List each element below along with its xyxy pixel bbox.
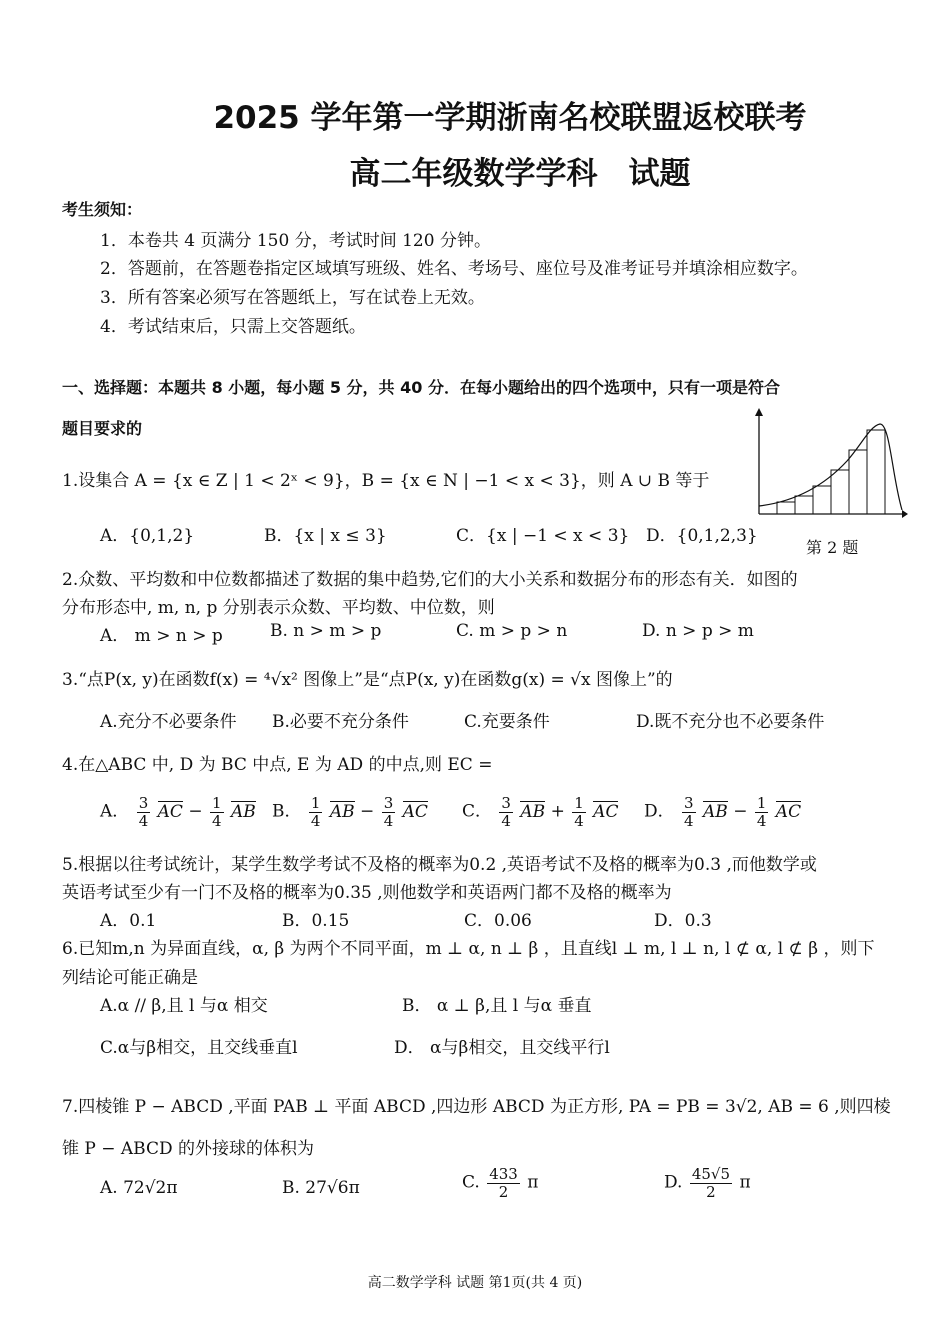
option-label: D．	[644, 801, 675, 822]
q7-option-d	[664, 1166, 751, 1200]
option-label: B．	[272, 801, 302, 822]
q1-option-a: A．{0,1,2}	[100, 526, 195, 546]
denominator: 4	[310, 811, 321, 830]
q7-option-c	[462, 1166, 538, 1200]
figure-caption: 第 2 题	[806, 538, 859, 557]
q7-option-a: A. 72√2π	[100, 1178, 178, 1198]
q2-option-c: C. m > p > n	[456, 621, 568, 641]
q2-option-b: B. n > m > p	[270, 621, 382, 641]
q6-option-c: C.α与β相交，且交线垂直l	[100, 1038, 298, 1058]
vector: AC	[402, 801, 428, 822]
vector: AB	[703, 801, 728, 822]
numerator: 3	[501, 794, 511, 812]
q3-option-c: C.充要条件	[464, 712, 550, 732]
q5-option-b: B．0.15	[282, 911, 350, 931]
q1-option-b: B．{x | x ≤ 3}	[264, 526, 387, 546]
q4-stem: 4.在△ABC 中, D 为 BC 中点, E 为 AD 的中点,则 EC =	[62, 755, 493, 775]
option-label: A．	[100, 801, 130, 822]
coefficient	[499, 795, 513, 829]
pi-symbol: π	[739, 1172, 751, 1193]
notice-item: 3．所有答案必须写在答题纸上，写在试卷上无效。	[100, 288, 485, 308]
denominator: 4	[383, 811, 394, 830]
operator: −	[188, 801, 203, 822]
numerator: 433	[489, 1165, 518, 1183]
vector: AC	[157, 801, 183, 822]
operator: +	[550, 801, 565, 822]
q5-stem: 5.根据以往考试统计，某学生数学考试不及格的概率为0.2 ,英语考试不及格的概率为0.3 ,而他数学或	[62, 855, 817, 875]
q5-option-c: C．0.06	[464, 911, 532, 931]
q5-stem-cont: 英语考试至少有一门不及格的概率为0.35 ,则他数学和英语两门都不及格的概率为	[62, 883, 672, 903]
numerator: 1	[310, 794, 321, 812]
q3-option-b: B.必要不充分条件	[272, 712, 409, 732]
q6-stem-cont: 列结论可能正确是	[62, 968, 198, 988]
q2-stem-cont: 分布形态中, m, n, p 分别表示众数、平均数、中位数，则	[62, 598, 495, 618]
notice-item: 2．答题前，在答题卷指定区域填写班级、姓名、考场号、座位号及准考证号并填涂相应数字。	[100, 259, 808, 279]
q7-stem: 7.四棱锥 P − ABCD ,平面 PAB ⊥ 平面 ABCD ,四边形 ABCD 为正方形, PA = PB = 3√2, AB = 6 ,则四棱	[62, 1097, 891, 1117]
exam-title: 2025 学年第一学期浙南名校联盟返校联考	[213, 100, 807, 136]
q2-option-a: A． m > n > p	[100, 626, 223, 646]
q6-option-d: D． α与β相交，且交线平行l	[394, 1038, 610, 1058]
numerator: 1	[756, 794, 767, 812]
section1-heading-cont: 题目要求的	[62, 419, 143, 438]
coefficient	[309, 795, 323, 829]
denominator: 2	[706, 1182, 716, 1201]
denominator: 2	[498, 1182, 509, 1201]
vector: AB	[230, 801, 256, 822]
vector: AB	[329, 801, 355, 822]
section1-heading: 一、选择题：本题共 8 小题，每小题 5 分，共 40 分．在每小题给出的四个选项中，只有一项是符合	[62, 378, 780, 397]
vector: AC	[775, 801, 802, 822]
option-label: C．	[462, 801, 493, 822]
numerator: 3	[684, 794, 694, 812]
operator: −	[360, 801, 375, 822]
q1-option-c: C．{x | −1 < x < 3}	[456, 526, 630, 546]
q5-option-d: D．0.3	[654, 911, 712, 931]
q7-stem-cont: 锥 P − ABCD 的外接球的体积为	[62, 1139, 315, 1159]
q3-option-d: D.既不充分也不必要条件	[636, 712, 825, 732]
denominator: 4	[138, 811, 149, 830]
denominator: 4	[684, 811, 694, 830]
q6-option-a: A.α // β,且 l 与α 相交	[100, 996, 268, 1016]
q7-option-b: B. 27√6π	[282, 1178, 360, 1198]
fraction	[487, 1166, 520, 1200]
q4-option-a	[100, 795, 256, 829]
notice-item: 1．本卷共 4 页满分 150 分，考试时间 120 分钟。	[100, 231, 491, 251]
vector: AB	[520, 801, 546, 822]
q1-option-d: D．{0,1,2,3}	[646, 526, 758, 546]
q5-option-a: A．0.1	[100, 911, 157, 931]
q3-option-a: A.充分不必要条件	[100, 712, 237, 732]
coefficient	[682, 795, 696, 829]
q6-option-b: B． α ⊥ β,且 l 与α 垂直	[402, 996, 592, 1016]
q4-option-c	[462, 795, 618, 829]
q4-option-d	[644, 795, 801, 829]
coefficient	[382, 795, 396, 829]
operator: −	[733, 801, 748, 822]
denominator: 4	[756, 811, 767, 830]
option-label: D.	[664, 1172, 683, 1193]
pi-symbol: π	[527, 1172, 539, 1193]
exam-subtitle: 高二年级数学学科 试题	[349, 156, 691, 192]
q3-stem: 3.“点P(x, y)在函数f(x) = ⁴√x² 图像上”是“点P(x, y)在函数g(x) = √x 图像上”的	[62, 670, 673, 690]
q4-option-b	[272, 795, 428, 829]
page-footer: 高二数学学科 试题 第1页(共 4 页)	[367, 1275, 583, 1291]
numerator: 3	[138, 794, 149, 812]
coefficient	[137, 795, 151, 829]
coefficient	[755, 795, 769, 829]
notice-item: 4．考试结束后，只需上交答题纸。	[100, 317, 366, 337]
q2-option-d: D. n > p > m	[642, 621, 754, 641]
numerator: 1	[574, 794, 584, 812]
q6-stem: 6.已知m,n 为异面直线，α, β 为两个不同平面，m ⊥ α, n ⊥ β ，且直线l ⊥ m, l ⊥ n, l ⊄ α, l ⊄ β ，则下	[62, 939, 875, 959]
vector: AC	[593, 801, 619, 822]
option-label: C.	[462, 1172, 480, 1193]
denominator: 4	[501, 811, 511, 830]
fraction	[690, 1166, 732, 1200]
q1-stem: 1.设集合 A = {x ∈ Z | 1 < 2ˣ < 9}，B = {x ∈ N | −1 < x < 3}，则 A ∪ B 等于	[62, 471, 710, 491]
numerator: 45√5	[691, 1165, 731, 1183]
coefficient	[210, 795, 224, 829]
q2-stem: 2.众数、平均数和中位数都描述了数据的集中趋势,它们的大小关系和数据分布的形态有关．如图的	[62, 570, 798, 590]
histogram-figure	[752, 406, 908, 522]
notice-heading: 考生须知：	[62, 200, 143, 219]
denominator: 4	[212, 811, 222, 830]
coefficient	[572, 795, 586, 829]
numerator: 1	[212, 794, 222, 812]
numerator: 3	[383, 794, 394, 812]
denominator: 4	[574, 811, 584, 830]
